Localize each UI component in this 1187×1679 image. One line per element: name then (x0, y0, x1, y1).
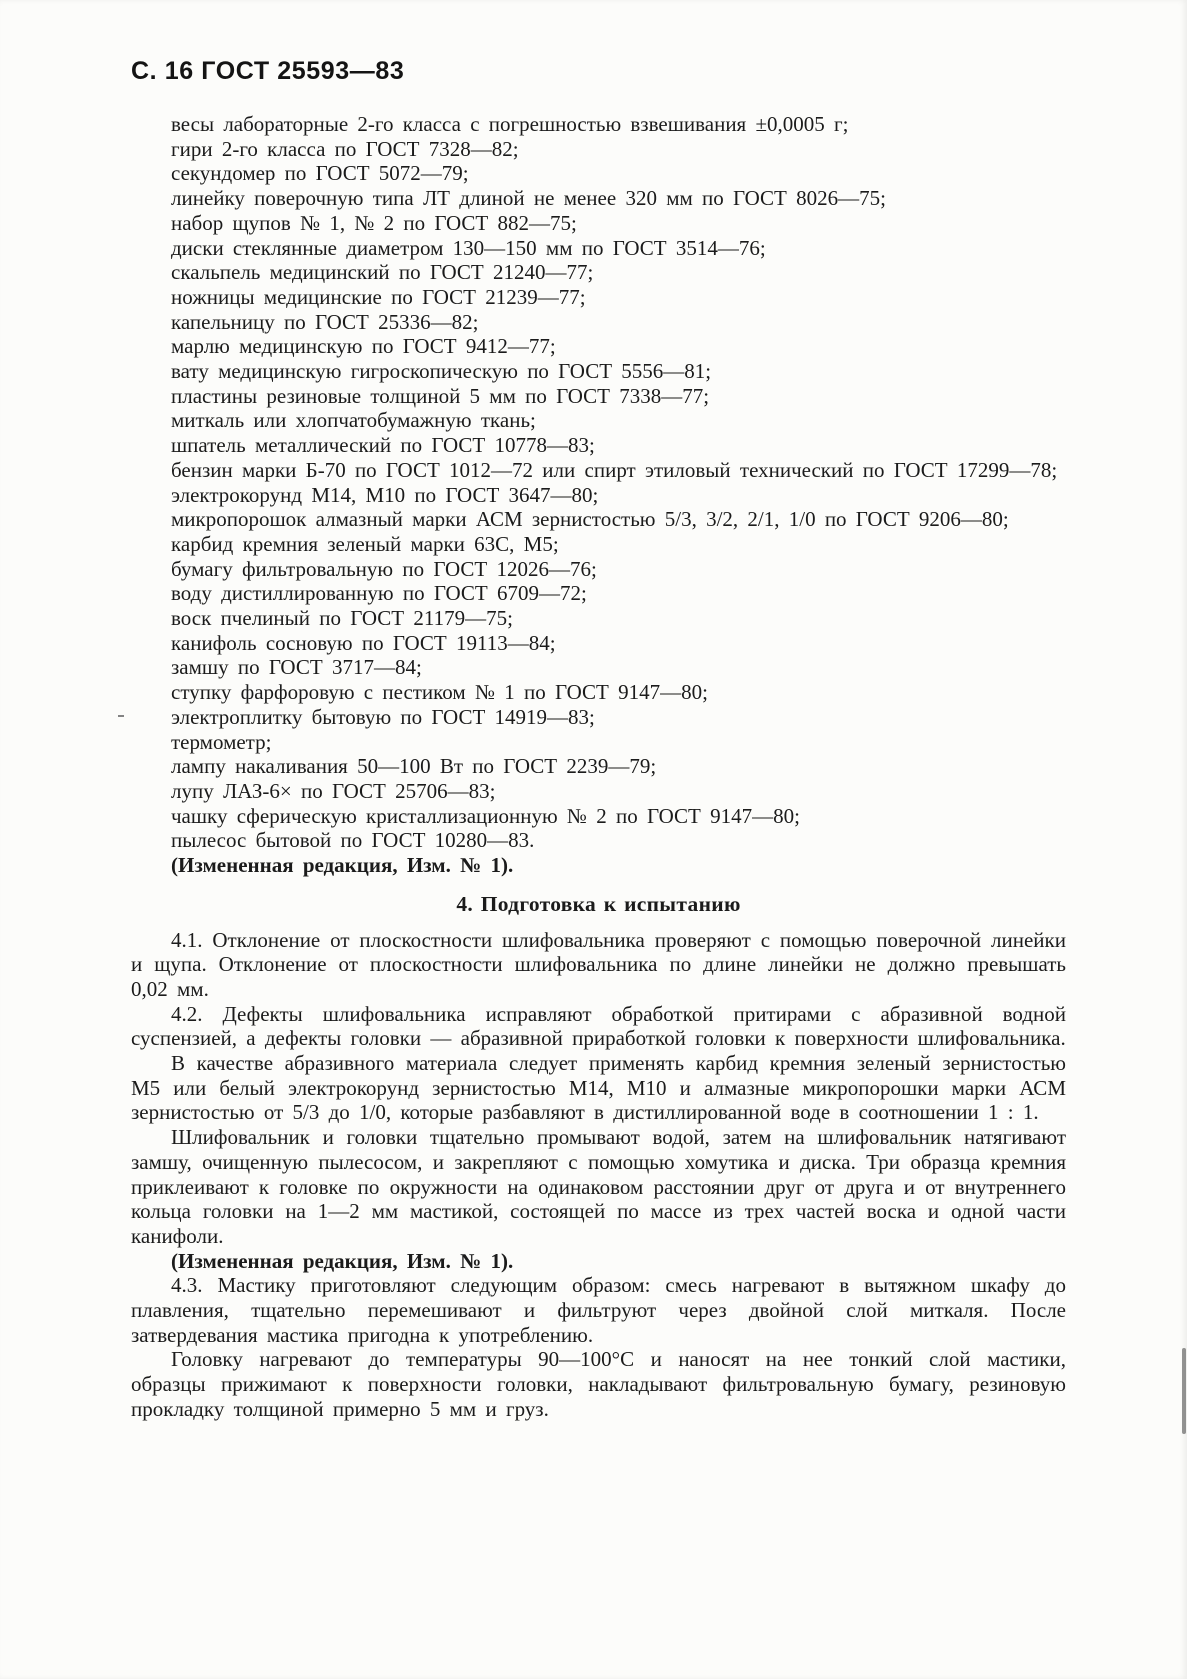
list-item: карбид кремния зеленый марки 63С, М5; (171, 531, 559, 556)
paragraph-head-heating: Головку нагревают до температуры 90—100°С и наносят на нее тонкий слой мастики, образцы прижимают к поверхности головки, накладывают фильтровальную бумагу, резиновую прокладку толщиной примерно 5 мм и груз. (131, 1347, 1066, 1421)
list-item: бензин марки Б-70 по ГОСТ 1012—72 или спирт этиловый технический по ГОСТ 17299—78; (171, 457, 1058, 482)
list-item: миткаль или хлопчатобумажную ткань; (171, 408, 536, 433)
scan-artifact-left-margin (118, 715, 124, 717)
page-content (131, 112, 1066, 1422)
amended-note-2: (Измененная редакция, Изм. № 1). (171, 1248, 514, 1273)
list-item: воск пчелиный по ГОСТ 21179—75; (171, 606, 513, 631)
list-item: секундомер по ГОСТ 5072—79; (171, 161, 469, 186)
paragraph-4-1: 4.1. Отклонение от плоскостности шлифовальника проверяют с помощью поверочной линейки и щупа. Отклонение от плоскостности шлифовальника по длине линейки не должно превышать 0,02 мм. (131, 927, 1066, 1001)
list-item: марлю медицинскую по ГОСТ 9412—77; (171, 334, 556, 359)
section-body (131, 928, 1066, 1422)
paragraph-4-3: 4.3. Мастику приготовляют следующим образом: смесь нагревают в вытяжном шкафу до плавления, тщательно перемешивают и фильтруют через двойной слой миткаля. После затвердевания мастика пригодна к употреблению. (131, 1273, 1066, 1347)
scan-artifact-right-edge (1182, 1348, 1186, 1434)
list-item: термометр; (171, 729, 272, 754)
list-item: скальпель медицинский по ГОСТ 21240—77; (171, 260, 594, 285)
list-item: электроплитку бытовую по ГОСТ 14919—83; (171, 704, 595, 729)
list-item: замшу по ГОСТ 3717—84; (171, 655, 422, 680)
list-item: канифоль сосновую по ГОСТ 19113—84; (171, 630, 556, 655)
section-heading: 4. Подготовка к испытанию (456, 891, 741, 916)
amended-note-1: (Измененная редакция, Изм. № 1). (171, 853, 514, 878)
list-item: вату медицинскую гигроскопическую по ГОСТ 5556—81; (171, 359, 712, 384)
list-item: микропорошок алмазный марки АСМ зернистостью 5/3, 3/2, 2/1, 1/0 по ГОСТ 9206—80; (171, 507, 1009, 532)
list-item: электрокорунд М14, М10 по ГОСТ 3647—80; (171, 482, 599, 507)
list-item: гири 2-го класса по ГОСТ 7328—82; (171, 136, 519, 161)
list-item: капельницу по ГОСТ 25336—82; (171, 309, 479, 334)
paragraph-4-2: 4.2. Дефекты шлифовальника исправляют обработкой притирами с абразивной водной суспензией, а дефекты головки — абразивной приработкой головки к поверхности шлифовальника. (131, 1001, 1066, 1051)
list-item: пластины резиновые толщиной 5 мм по ГОСТ 7338—77; (171, 383, 710, 408)
list-item: шпатель металлический по ГОСТ 10778—83; (171, 433, 595, 458)
list-item: ступку фарфоровую с пестиком № 1 по ГОСТ 9147—80; (171, 680, 708, 705)
list-item: весы лабораторные 2-го класса с погрешностью взвешивания ±0,0005 г; (171, 112, 849, 136)
paragraph-grinder: Шлифовальник и головки тщательно промывают водой, затем на шлифовальник натягивают замшу, очищенную пылесосом, и закрепляют с помощью хомутика и диска. Три образца кремния приклеивают к головке по окружности на одинаковом расстоянии друг от друга и от внутреннего кольца головки на 1—2 мм мастикой, состоящей по массе из трех частей воска и одной части канифоли. (131, 1125, 1066, 1248)
page-header: С. 16 ГОСТ 25593—83 (131, 57, 405, 85)
list-item: чашку сферическую кристаллизационную № 2 по ГОСТ 9147—80; (171, 803, 800, 828)
list-item: пылесос бытовой по ГОСТ 10280—83. (171, 828, 535, 853)
paragraph-abrasive: В качестве абразивного материала следует применять карбид кремния зеленый зернистостью М5 или белый электрокорунд зернистостью М14, М10 и алмазные микропорошки марки АСМ зернистостью от 5/3 до 1/0, которые разбавляют в дистиллированной воде в соотношении 1 : 1. (131, 1051, 1066, 1125)
list-item: бумагу фильтровальную по ГОСТ 12026—76; (171, 556, 597, 581)
list-item: диски стеклянные диаметром 130—150 мм по ГОСТ 3514—76; (171, 235, 766, 260)
list-item: лампу накаливания 50—100 Вт по ГОСТ 2239—79; (171, 754, 657, 779)
equipment-list (131, 112, 1066, 853)
list-item: набор щупов № 1, № 2 по ГОСТ 882—75; (171, 210, 577, 235)
list-item: воду дистиллированную по ГОСТ 6709—72; (171, 581, 587, 606)
list-item: линейку поверочную типа ЛТ длиной не менее 320 мм по ГОСТ 8026—75; (171, 186, 886, 211)
list-item: лупу ЛАЗ-6× по ГОСТ 25706—83; (171, 778, 496, 803)
list-item: ножницы медицинские по ГОСТ 21239—77; (171, 284, 586, 309)
